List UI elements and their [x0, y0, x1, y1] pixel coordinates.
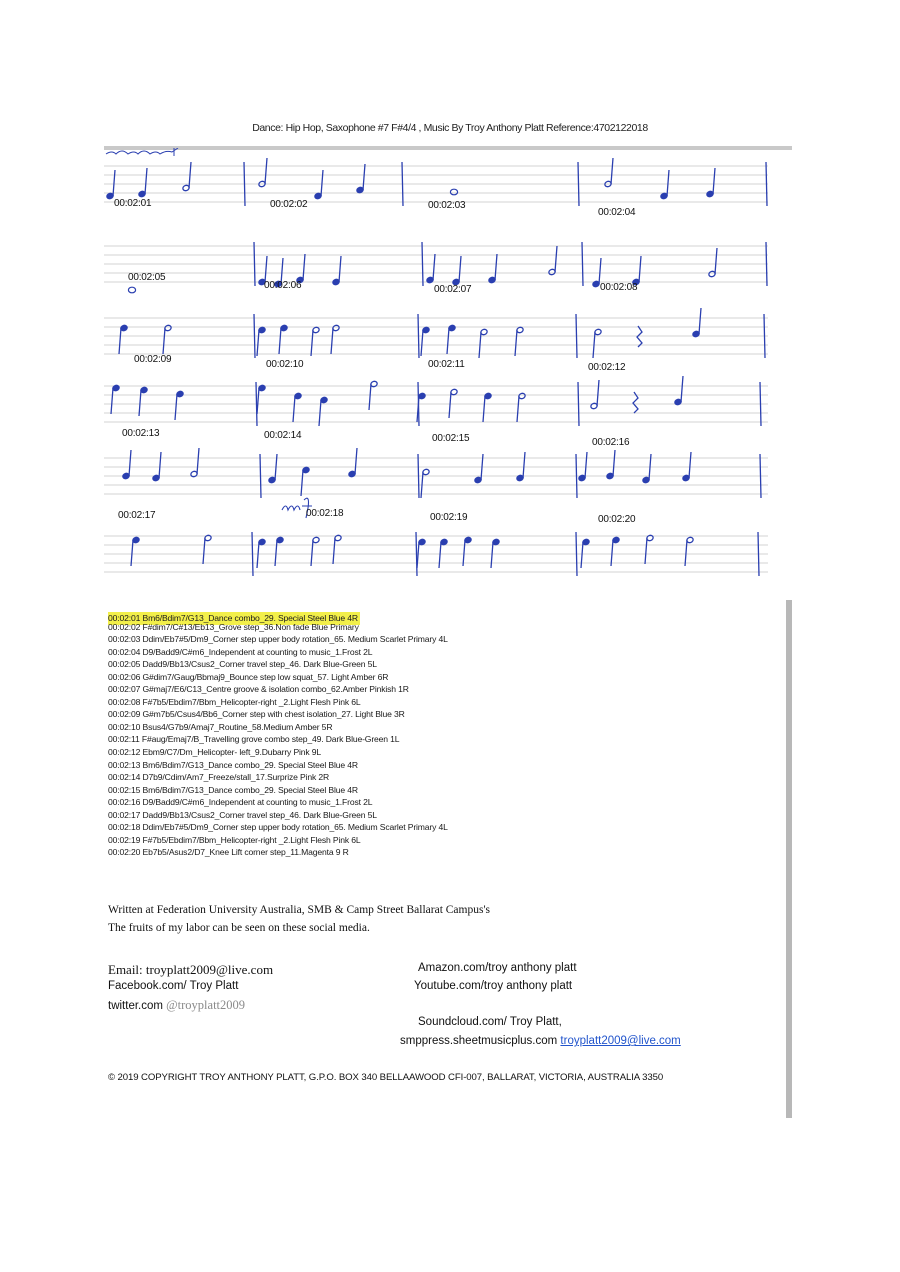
barline [254, 242, 255, 286]
note-stem [463, 540, 465, 566]
note-stem [449, 392, 451, 418]
note-stem [265, 256, 267, 282]
listing-row: 00:02:13 Bm6/Bdim7/G13_Dance combo_29. Special Steel Blue 4R [108, 759, 358, 770]
note-stem [515, 330, 517, 356]
note-stem [585, 452, 587, 478]
barline [402, 162, 403, 206]
note-stem [495, 254, 497, 280]
note-stem [611, 540, 613, 566]
barline [418, 454, 419, 498]
smppress-label: smppress.sheetmusicplus.com [400, 1035, 561, 1047]
note-stem [331, 328, 333, 354]
note-stem [715, 248, 717, 274]
listing-row: 00:02:17 Dadd9/Bb13/Csus2_Corner travel step_46. Dark Blue-Green 5L [108, 809, 377, 820]
rest-mark [637, 326, 642, 347]
note-stem [517, 396, 519, 422]
barline [576, 532, 577, 576]
note-stem [257, 542, 259, 568]
page-title: Dance: Hip Hop, Saxophone #7 F#4/4 , Music By Troy Anthony Platt Reference:4702122018 [252, 122, 648, 134]
note-stem [303, 254, 305, 280]
note-stem [599, 258, 601, 284]
chord-listing [108, 608, 788, 859]
note-stem [159, 452, 161, 478]
score-timestamp: 00:02:16 [592, 437, 630, 448]
note-stem [491, 542, 493, 568]
note-stem [293, 396, 295, 422]
score-timestamp: 00:02:19 [430, 512, 468, 523]
note-stem [197, 448, 199, 474]
note-stem [681, 376, 683, 402]
twitter-handle[interactable]: @troyplatt2009 [166, 998, 246, 1012]
score-timestamp: 00:02:02 [270, 199, 308, 210]
note-stem [483, 396, 485, 422]
barline [244, 162, 245, 206]
listing-row: 00:02:03 Ddim/Eb7#5/Dm9_Corner step upper body rotation_65. Medium Scarlet Primary 4L [108, 634, 448, 645]
listing-row: 00:02:02 F#dim7/C#13/Eb13_Grove step_36.Non fade Blue Primary [108, 621, 359, 632]
barline [256, 382, 257, 426]
note-stem [363, 164, 365, 190]
barline [252, 532, 253, 576]
barline [576, 454, 577, 498]
note-stem [145, 168, 147, 194]
listing-row: 00:02:06 G#dim7/Gaug/Bbmaj9_Bounce step low squat_57. Light Amber 6R [108, 671, 389, 682]
note-head [450, 189, 457, 195]
listing-row: 00:02:18 Ddim/Eb7#5/Dm9_Corner step upper body rotation_65. Medium Scarlet Primary 4L [108, 822, 448, 833]
score-timestamp: 00:02:01 [114, 198, 152, 209]
amazon-line[interactable]: Amazon.com/troy anthony platt [418, 962, 577, 974]
listing-row: 00:02:04 D9/Badd9/C#m6_Independent at counting to music_1.Frost 2L [108, 646, 373, 657]
barline [760, 454, 761, 498]
note-stem [257, 388, 259, 414]
barline [422, 242, 423, 286]
handwritten-heading [106, 148, 178, 156]
note-stem [139, 390, 141, 416]
listing-row: 00:02:08 F#7b5/Ebdim7/Bbm_Helicopter-right _2.Light Flesh Pink 6L [108, 696, 361, 707]
listing-row: 00:02:10 Bsus4/G7b9/Amaj7_Routine_58.Medium Amber 5R [108, 721, 333, 732]
note-stem [175, 394, 177, 420]
note-stem [639, 256, 641, 282]
note-stem [613, 450, 615, 476]
note-stem [555, 246, 557, 272]
listing-row: 00:02:12 Ebm9/C7/Dm_Helicopter- left_9.Dubarry Pink 9L [108, 747, 322, 758]
note-stem [119, 328, 121, 354]
note-stem [439, 542, 441, 568]
note-stem [417, 542, 419, 568]
note-stem [689, 452, 691, 478]
note-stem [311, 540, 313, 566]
note-stem [611, 158, 613, 184]
score-timestamp: 00:02:11 [428, 359, 465, 370]
note-stem [597, 380, 599, 406]
soundcloud-line[interactable]: Soundcloud.com/ Troy Platt, [418, 1016, 562, 1028]
listing-row: 00:02:20 Eb7b5/Asus2/D7_Knee Lift corner step_11.Magenta 9 R [108, 847, 349, 858]
barline [766, 162, 767, 206]
note-stem [355, 448, 357, 474]
fruits-line: The fruits of my labor can be seen on these social media. [108, 922, 370, 934]
youtube-line[interactable]: Youtube.com/troy anthony platt [414, 980, 573, 992]
note-stem [433, 254, 435, 280]
smppress-email-link[interactable]: troyplatt2009@live.com [560, 1035, 681, 1047]
note-stem [301, 470, 303, 496]
note-stem [645, 538, 647, 564]
score-timestamp: 00:02:07 [434, 284, 472, 295]
written-at-line: Written at Federation University Australia, SMB & Camp Street Ballarat Campus's [108, 904, 491, 916]
note-stem [459, 256, 461, 282]
note-stem [279, 328, 281, 354]
note-stem [667, 170, 669, 196]
barline [758, 532, 759, 576]
barline [260, 454, 261, 498]
note-stem [131, 540, 133, 566]
twitter-label: twitter.com [108, 1000, 167, 1012]
score-timestamp: 00:02:10 [266, 359, 304, 370]
score-timestamp: 00:02:20 [598, 514, 636, 525]
score-timestamp: 00:02:03 [428, 200, 466, 211]
score-timestamp: 00:02:13 [122, 428, 160, 439]
note-stem [523, 452, 525, 478]
note-stem [339, 256, 341, 282]
score-timestamp: 00:02:18 [306, 508, 344, 519]
note-stem [163, 328, 165, 354]
score-timestamp: 00:02:04 [598, 207, 636, 218]
listing-row: 00:02:07 G#maj7/E6/C13_Centre groove & isolation combo_62.Amber Pinkish 1R [108, 684, 409, 695]
note-stem [265, 158, 267, 184]
note-stem [275, 540, 277, 566]
note-stem [113, 170, 115, 196]
score-timestamp: 00:02:14 [264, 430, 302, 441]
barline [578, 162, 579, 206]
barline [576, 314, 577, 358]
email-line[interactable]: Email: troyplatt2009@live.com [108, 962, 274, 977]
listing-row: 00:02:19 F#7b5/Ebdim7/Bbm_Helicopter-right _2.Light Flesh Pink 6L [108, 834, 361, 845]
score-timestamp: 00:02:08 [600, 282, 638, 293]
note-stem [257, 330, 259, 356]
barline [254, 314, 255, 358]
note-stem [203, 538, 205, 564]
barline [764, 314, 765, 358]
score-timestamp: 00:02:06 [264, 280, 302, 291]
score-timestamp: 00:02:09 [134, 354, 172, 365]
barline [760, 382, 761, 426]
note-stem [333, 538, 335, 564]
note-stem [421, 330, 423, 356]
note-stem [311, 330, 313, 356]
listing-row: 00:02:11 F#aug/Emaj7/B_Travelling grove combo step_49. Dark Blue-Green 1L [108, 734, 400, 745]
barline [416, 532, 417, 576]
listing-row: 00:02:05 Dadd9/Bb13/Csus2_Corner travel step_46. Dark Blue-Green 5L [108, 659, 377, 670]
barline [766, 242, 767, 286]
score-timestamp: 00:02:05 [128, 272, 166, 283]
note-stem [713, 168, 715, 194]
score-timestamp: 00:02:17 [118, 510, 156, 521]
copyright-line: © 2019 COPYRIGHT TROY ANTHONY PLATT, G.P.O. BOX 340 BELLAAWOOD CFI-007, BALLARAT, VICTORIA, AUSTRALIA 3350 [108, 1072, 664, 1083]
barline [418, 314, 419, 358]
barline [578, 382, 579, 426]
smppress-line[interactable] [400, 1035, 681, 1047]
listing-row: 00:02:09 G#m7b5/Csus4/Bb6_Corner step with chest isolation_27. Light Blue 3R [108, 709, 405, 720]
score-timestamp: 00:02:12 [588, 362, 626, 373]
listing-row: 00:02:01 Bm6/Bdim7/G13_Dance combo_29. Special Steel Blue 4R [108, 613, 358, 623]
barline [582, 242, 583, 286]
score-timestamp: 00:02:15 [432, 433, 470, 444]
listing-row: 00:02:15 Bm6/Bdim7/G13_Dance combo_29. Special Steel Blue 4R [108, 784, 358, 795]
handwritten-score [104, 148, 790, 600]
listing-row: 00:02:14 D7b9/Cdim/Am7_Freeze/stall_17.Surprize Pink 2R [108, 772, 330, 783]
twitter-line[interactable] [108, 998, 245, 1013]
note-stem [111, 388, 113, 414]
note-stem [447, 328, 449, 354]
note-stem [581, 542, 583, 568]
note-stem [321, 170, 323, 196]
note-stem [369, 384, 371, 410]
facebook-line[interactable]: Facebook.com/ Troy Platt [108, 980, 239, 992]
note-head [128, 287, 135, 293]
note-stem [699, 308, 701, 334]
note-stem [685, 540, 687, 566]
listing-row: 00:02:16 D9/Badd9/C#m6_Independent at counting to music_1.Frost 2L [108, 797, 373, 808]
note-stem [129, 450, 131, 476]
